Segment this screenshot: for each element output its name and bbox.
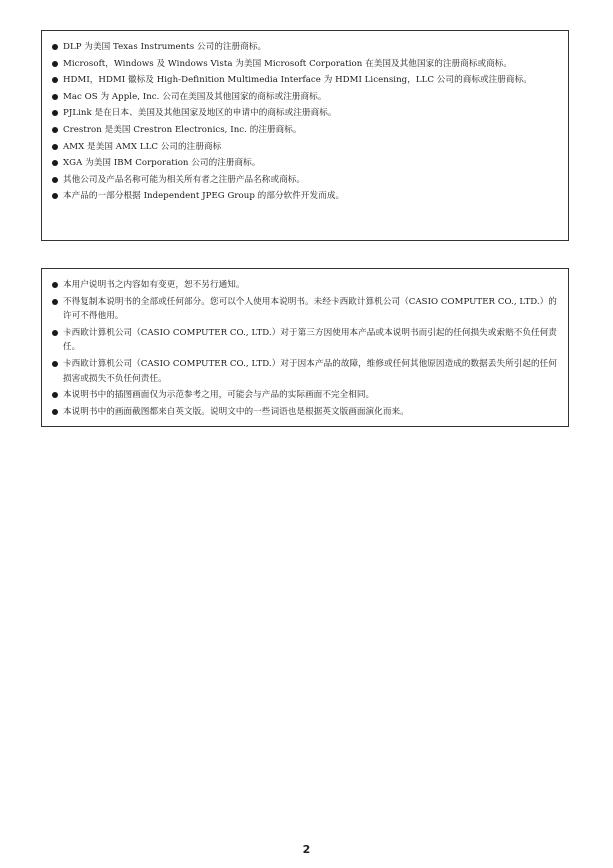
trademarks-list: [51, 40, 560, 204]
notice-item: 卡西欧计算机公司（CASIO COMPUTER CO., LTD.）对于因本产品的故障，维修或任何其他原因造成的数据丢失所引起的任何损害或损失不负任何责任。: [51, 357, 560, 386]
trademark-item: DLP 为美国 Texas Instruments 公司的注册商标。: [51, 40, 560, 55]
notice-item: 本说明书中的插图画面仅为示范参考之用，可能会与产品的实际画面不完全相同。: [51, 388, 560, 403]
trademarks-box: [41, 30, 569, 241]
notice-item: 不得复制本说明书的全部或任何部分。您可以个人使用本说明书。未经卡西欧计算机公司（CASIO COMPUTER CO., LTD.）的许可不得他用。: [51, 295, 560, 324]
notices-box: [41, 268, 569, 427]
trademark-item: Mac OS 为 Apple, Inc. 公司在美国及其他国家的商标或注册商标。: [51, 90, 560, 105]
page-number: 2: [302, 843, 311, 856]
trademark-item: PJLink 是在日本、美国及其他国家及地区的申请中的商标或注册商标。: [51, 106, 560, 121]
notice-item: 本用户说明书之内容如有变更，恕不另行通知。: [51, 278, 560, 293]
trademark-item: HDMI，HDMI 徽标及 High-Definition Multimedia Interface 为 HDMI Licensing，LLC 公司的商标或注册商标。: [51, 73, 560, 88]
trademark-item: XGA 为美国 IBM Corporation 公司的注册商标。: [51, 156, 560, 171]
trademark-item: 本产品的一部分根据 Independent JPEG Group 的部分软件开发而成。: [51, 189, 560, 204]
trademark-item: Crestron 是美国 Crestron Electronics, Inc. 的注册商标。: [51, 123, 560, 138]
trademark-item: AMX 是美国 AMX LLC 公司的注册商标: [51, 140, 560, 155]
trademark-item: 其他公司及产品名称可能为相关所有者之注册产品名称或商标。: [51, 173, 560, 188]
notices-list: [51, 278, 560, 419]
notice-item: 卡西欧计算机公司（CASIO COMPUTER CO., LTD.）对于第三方因使用本产品或本说明书而引起的任何损失或索赔不负任何责任。: [51, 326, 560, 355]
notice-item: 本说明书中的画面截图都来自英文版。说明文中的一些词语也是根据英文版画面演化而来。: [51, 405, 560, 420]
trademark-item: Microsoft，Windows 及 Windows Vista 为美国 Microsoft Corporation 在美国及其他国家的注册商标或商标。: [51, 57, 560, 72]
